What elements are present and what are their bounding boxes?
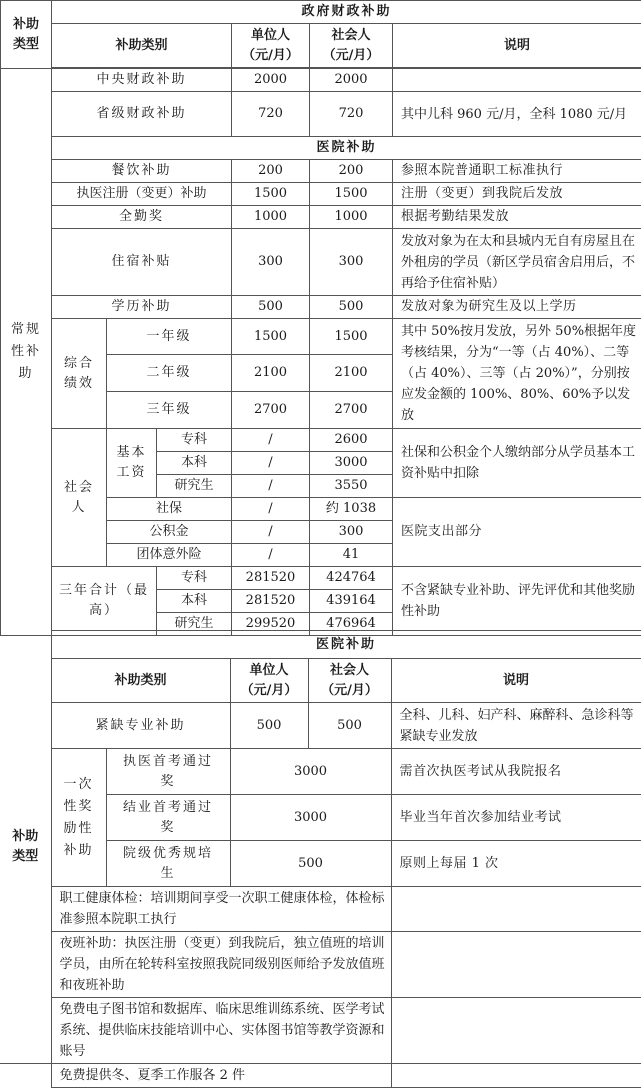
wage-junior-social: 2600 [310, 429, 393, 452]
degree-unit: 500 [232, 296, 310, 319]
benefit-uniform: 免费提供冬、夏季工作服各 2 件 [51, 1064, 391, 1088]
perf-year1-label: 一年级 [107, 319, 232, 355]
registration-label: 执医注册（变更）补助 [52, 183, 232, 206]
meal-note: 参照本院普通职工标准执行 [393, 160, 641, 183]
gov-subsidy-header: 政府财政补助 [52, 1, 641, 24]
benefit-uniform-empty [391, 1064, 641, 1088]
perf-year1-social: 1500 [310, 319, 393, 355]
oneoff-completion-label: 结业首考通过 奖 [106, 795, 230, 841]
wage-bachelor-unit: / [232, 452, 310, 475]
wage-junior-label: 专科 [157, 429, 232, 452]
degree-note: 发放对象为研究生及以上学历 [393, 296, 641, 319]
oneoff-excellent-amount: 500 [230, 841, 391, 887]
total-bachelor-unit: 281520 [232, 590, 310, 613]
col-social-header: 社会人 （元/月） [310, 24, 393, 68]
accident-insurance-label: 团体意外险 [107, 544, 232, 567]
col-unit-header: 单位人 （元/月） [232, 24, 310, 68]
social-insurance-unit: / [232, 498, 310, 521]
total-graduate-label: 研究生 [157, 613, 232, 636]
wage-bachelor-social: 3000 [310, 452, 393, 475]
perf-year3-label: 三年级 [107, 392, 232, 429]
bottom-hospital-header: 医院补助 [51, 631, 641, 659]
oneoff-completion-note: 毕业当年首次参加结业考试 [391, 795, 641, 841]
registration-social: 1500 [310, 183, 393, 206]
total-bachelor-label: 本科 [157, 590, 232, 613]
bottom-col-note-header: 说明 [391, 659, 641, 703]
total-junior-unit: 281520 [232, 567, 310, 590]
regular-subsidy-label: 常规 性补 助 [1, 69, 52, 636]
performance-note: 其中 50%按月发放，另外 50%根据年度考核结果，分为“一等（占 40%）、二等（占 40%）、三等（占 20%）”，分别按应发金额的 100%、80%、60%予以发放 [393, 319, 641, 429]
benefit-night-shift: 夜班补助：执医注册（变更）到我院后，独立值班的培训学员，由所在轮转科室按照我院同级别医师给予发放值班和夜班补助 [51, 932, 391, 998]
benefit-library-empty [391, 998, 641, 1064]
central-social: 2000 [310, 69, 393, 92]
housing-label: 住宿补贴 [52, 229, 232, 296]
attendance-unit: 1000 [232, 206, 310, 229]
bottom-col-social-header: 社会人 （元/月） [308, 659, 391, 703]
degree-social: 500 [310, 296, 393, 319]
total-junior-label: 专科 [157, 567, 232, 590]
housing-fund-label: 公积金 [107, 521, 232, 544]
social-person-label: 社会 人 [52, 429, 107, 567]
basic-wage-label: 基本 工资 [107, 429, 157, 498]
shortage-note: 全科、儿科、妇产科、麻醉科、急诊科等紧缺专业发放 [391, 703, 641, 749]
registration-note: 注册（变更）到我院后发放 [393, 183, 641, 206]
perf-year3-unit: 2700 [232, 392, 310, 429]
wage-graduate-unit: / [232, 475, 310, 498]
perf-year2-unit: 2100 [232, 355, 310, 392]
degree-label: 学历补助 [52, 296, 232, 319]
central-label: 中央财政补助 [52, 69, 232, 92]
housing-note: 发放对象为在太和县城内无自有房屋且在外租房的学员（新区学员宿舍启用后，不再给予住宿补贴） [393, 229, 641, 296]
total-graduate-social: 476964 [310, 613, 393, 636]
social-insurance-social: 约 1038 [310, 498, 393, 521]
perf-year1-unit: 1500 [232, 319, 310, 355]
oneoff-excellent-note: 原则上每届 1 次 [391, 841, 641, 887]
total-note: 不含紧缺专业补助、评先评优和其他奖励性补助 [393, 567, 641, 636]
hospital-subsidy-header: 医院补助 [52, 137, 641, 160]
total-bachelor-social: 439164 [310, 590, 393, 613]
shortage-social: 500 [308, 703, 391, 749]
attendance-note: 根据考勤结果发放 [393, 206, 641, 229]
insurance-note: 医院支出部分 [393, 498, 641, 567]
subsidy-table-bottom [0, 630, 641, 1088]
oneoff-license-label: 执医首考通过 奖 [106, 749, 230, 795]
meal-label: 餐饮补助 [52, 160, 232, 183]
perf-year3-social: 2700 [310, 392, 393, 429]
col-category-header: 补助类别 [52, 24, 232, 68]
col-note-header: 说明 [393, 24, 641, 68]
provincial-unit: 720 [232, 92, 310, 137]
benefit-health-check: 职工健康体检：培训期间享受一次职工健康体检，体检标准参照本院职工执行 [51, 887, 391, 932]
bottom-side-spacer [0, 1064, 51, 1088]
benefit-health-check-empty [391, 887, 641, 932]
provincial-label: 省级财政补助 [52, 92, 232, 137]
perf-year2-label: 二年级 [107, 355, 232, 392]
oneoff-excellent-label: 院级优秀规培 生 [106, 841, 230, 887]
wage-junior-unit: / [232, 429, 310, 452]
accident-insurance-social: 41 [310, 544, 393, 567]
housing-fund-social: 300 [310, 521, 393, 544]
central-unit: 2000 [232, 69, 310, 92]
bottom-side-label: 补助 类型 [0, 631, 51, 1064]
meal-unit: 200 [232, 160, 310, 183]
corner-label: 补助 类型 [1, 1, 52, 69]
housing-fund-unit: / [232, 521, 310, 544]
social-insurance-label: 社保 [107, 498, 232, 521]
oneoff-license-amount: 3000 [230, 749, 391, 795]
shortage-label: 紧缺专业补助 [51, 703, 230, 749]
bottom-col-category-header: 补助类别 [51, 659, 230, 703]
performance-label: 综合 绩效 [52, 319, 107, 429]
oneoff-license-note: 需首次执医考试从我院报名 [391, 749, 641, 795]
accident-insurance-unit: / [232, 544, 310, 567]
provincial-note: 其中儿科 960 元/月，全科 1080 元/月 [393, 92, 641, 137]
wage-bachelor-label: 本科 [157, 452, 232, 475]
oneoff-reward-label: 一次 性奖 励性 补助 [51, 749, 106, 887]
registration-unit: 1500 [232, 183, 310, 206]
attendance-social: 1000 [310, 206, 393, 229]
provincial-social: 720 [310, 92, 393, 137]
oneoff-completion-amount: 3000 [230, 795, 391, 841]
benefit-night-shift-empty [391, 932, 641, 998]
shortage-unit: 500 [230, 703, 308, 749]
benefit-library: 免费电子图书馆和数据库、临床思维训练系统、医学考试系统、提供临床技能培训中心、实体图书馆等教学资源和账号 [51, 998, 391, 1064]
housing-social: 300 [310, 229, 393, 296]
total-graduate-unit: 299520 [232, 613, 310, 636]
perf-year2-social: 2100 [310, 355, 393, 392]
attendance-label: 全勤奖 [52, 206, 232, 229]
meal-social: 200 [310, 160, 393, 183]
central-note [393, 69, 641, 92]
total-junior-social: 424764 [310, 567, 393, 590]
wage-note: 社保和公积金个人缴纳部分从学员基本工资补贴中扣除 [393, 429, 641, 498]
bottom-col-unit-header: 单位人 （元/月） [230, 659, 308, 703]
three-year-total-label: 三年合计（最 高） [52, 567, 157, 636]
wage-graduate-social: 3550 [310, 475, 393, 498]
housing-unit: 300 [232, 229, 310, 296]
wage-graduate-label: 研究生 [157, 475, 232, 498]
